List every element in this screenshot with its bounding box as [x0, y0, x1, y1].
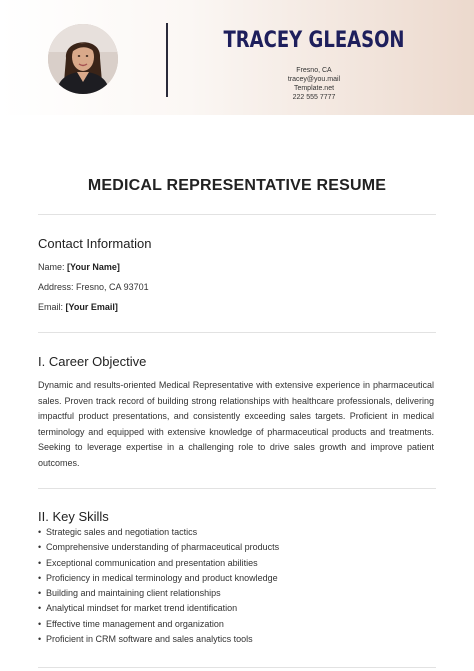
contact-heading: Contact Information	[38, 236, 152, 251]
resume-header	[0, 0, 474, 115]
header-website: Template.net	[293, 85, 335, 92]
contact-address-label: Address:	[38, 282, 74, 292]
list-item: • Proficiency in medical terminology and product knowledge	[38, 571, 279, 586]
contact-name-value: [Your Name]	[67, 262, 120, 272]
skills-heading: II. Key Skills	[38, 509, 109, 524]
bullet-icon: •	[38, 634, 42, 645]
list-item: • Building and maintaining client relationships	[38, 586, 279, 601]
list-item: • Strategic sales and negotiation tactics	[38, 525, 279, 540]
contact-email-value: [Your Email]	[65, 302, 118, 312]
candidate-name: TRACEY GLEASON	[223, 28, 405, 53]
bullet-icon: •	[38, 527, 42, 537]
header-contact	[200, 66, 428, 102]
contact-name-label: Name:	[38, 262, 65, 272]
objective-heading: I. Career Objective	[38, 354, 147, 369]
contact-address-value: Fresno, CA 93701	[76, 282, 149, 292]
contact-email-label: Email:	[38, 302, 64, 312]
bullet-icon: •	[38, 542, 42, 553]
list-item: • Effective time management and organization	[38, 617, 279, 632]
list-item: • Analytical mindset for market trend identification	[38, 601, 279, 616]
contact-address-field	[38, 282, 149, 292]
bullet-icon: •	[38, 618, 42, 629]
header-divider	[166, 23, 168, 97]
bullet-icon: •	[38, 572, 42, 583]
bullet-icon: •	[38, 603, 42, 614]
bullet-icon: •	[38, 557, 42, 568]
bullet-icon: •	[38, 588, 42, 599]
contact-name-field	[38, 262, 120, 272]
header-location: Fresno, CA	[296, 67, 332, 74]
divider-objective	[38, 488, 436, 489]
contact-email-field	[38, 302, 118, 312]
list-item: • Comprehensive understanding of pharmaceutical products	[38, 540, 279, 555]
document-title: MEDICAL REPRESENTATIVE RESUME	[87, 177, 387, 194]
skills-list	[38, 525, 279, 647]
header-email: tracey@you.mail	[287, 76, 341, 83]
objective-text: Dynamic and results-oriented Medical Representative with extensive experience in pharmaceutical sales. Proven track record of building strong relationships with healthcare professionals, delivering impactful product presentations, and consistently exceeding sales targets. Proficient in medical terminology and equipped with extensive knowledge of pharmaceutical products and treatments. Seeking to leverage expertise in a challenging role to drive sales growth and improve patient outcomes.	[38, 380, 434, 468]
header-phone: 222 555 7777	[292, 94, 336, 101]
divider-skills	[38, 667, 436, 668]
profile-photo	[48, 24, 118, 94]
profile-photo-portrait	[48, 24, 118, 94]
list-item: • Exceptional communication and presentation abilities	[38, 556, 279, 571]
divider-title	[38, 214, 436, 215]
list-item: • Proficient in CRM software and sales analytics tools	[38, 632, 279, 647]
divider-contact	[38, 332, 436, 333]
